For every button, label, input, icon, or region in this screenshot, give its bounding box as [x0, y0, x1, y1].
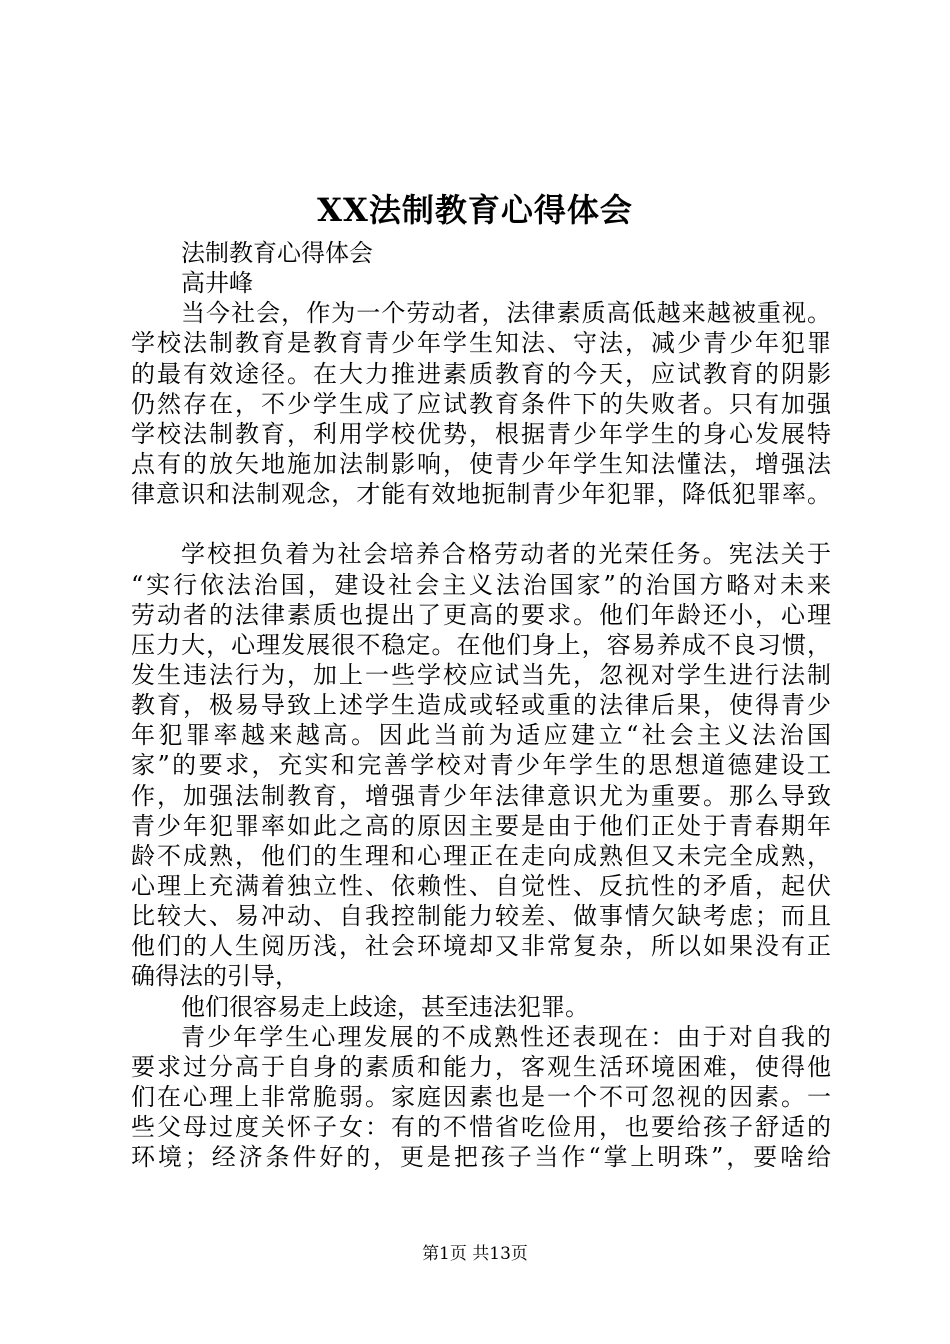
paragraph-line: 家”的要求，充实和完善学校对青少年学生的思想道德建设工: [131, 751, 831, 780]
paragraph: [131, 539, 831, 991]
paragraph-line: 作，加强法制教育，增强青少年法律意识尤为重要。那么导致: [131, 781, 831, 810]
paragraph-line: 当今社会，作为一个劳动者，法律素质高低越来越被重视。: [181, 299, 831, 328]
paragraph-line: 青少年学生心理发展的不成熟性还表现在：由于对自我的: [181, 1022, 831, 1051]
paragraph-line: 龄不成熟，他们的生理和心理正在走向成熟但又未完全成熟，: [131, 841, 831, 870]
paragraph-gap: [131, 509, 831, 539]
paragraph-line: 发生违法行为，加上一些学校应试当先，忽视对学生进行法制: [131, 660, 831, 689]
paragraph-line: 仍然存在，不少学生成了应试教育条件下的失败者。只有加强: [131, 389, 831, 418]
paragraph-line: 比较大、易冲动、自我控制能力较差、做事情欠缺考虑；而且: [131, 902, 831, 931]
document-author: 高井峰: [181, 269, 253, 298]
paragraph: [131, 992, 831, 1022]
document-body: [131, 238, 831, 1172]
paragraph-line: 学校法制教育，利用学校优势，根据青少年学生的身心发展特: [131, 419, 831, 448]
paragraph-line: 学校担负着为社会培养合格劳动者的光荣任务。宪法关于: [181, 540, 831, 569]
paragraph-line: 青少年犯罪率如此之高的原因主要是由于他们正处于青春期年: [131, 811, 831, 840]
paragraph-line: 们在心理上非常脆弱。家庭因素也是一个不可忽视的因素。一: [131, 1082, 831, 1111]
paragraph: [131, 298, 831, 509]
document-title: XX法制教育心得体会: [317, 191, 633, 229]
paragraph-line: “实行依法治国，建设社会主义法治国家”的治国方略对未来: [131, 570, 831, 599]
paragraph-line: 学校法制教育是教育青少年学生知法、守法，减少青少年犯罪: [131, 329, 831, 358]
paragraph-line: 年犯罪率越来越高。因此当前为适应建立“社会主义法治国: [131, 721, 831, 750]
paragraph-line: 要求过分高于自身的素质和能力，客观生活环境困难，使得他: [131, 1052, 831, 1081]
paragraph-line: 的最有效途径。在大力推进素质教育的今天，应试教育的阴影: [131, 359, 831, 388]
paragraph-line: 他们很容易走上歧途，甚至违法犯罪。: [181, 992, 589, 1021]
paragraph-line: 点有的放矢地施加法制影响，使青少年学生知法懂法，增强法: [131, 449, 831, 478]
paragraph-line: 环境；经济条件好的，更是把孩子当作“掌上明珠”，要啥给: [131, 1143, 831, 1172]
page-number: 第1页 共13页: [422, 1244, 528, 1264]
paragraph: [131, 1022, 831, 1173]
paragraph-line: 劳动者的法律素质也提出了更高的要求。他们年龄还小，心理: [131, 600, 831, 629]
paragraph-line: 律意识和法制观念，才能有效地扼制青少年犯罪，降低犯罪率。: [131, 480, 831, 509]
paragraph-line: 他们的人生阅历浅，社会环境却又非常复杂，所以如果没有正: [131, 932, 831, 961]
paragraph-line: 确得法的引导，: [131, 962, 299, 991]
paragraph-line: 心理上充满着独立性、依赖性、自觉性、反抗性的矛盾，起伏: [131, 871, 831, 900]
paragraph-line: 教育，极易导致上述学生造成或轻或重的法律后果，使得青少: [131, 691, 831, 720]
paragraph-line: 压力大，心理发展很不稳定。在他们身上，容易养成不良习惯，: [131, 630, 831, 659]
paragraph-line: 些父母过度关怀子女：有的不惜省吃俭用，也要给孩子舒适的: [131, 1113, 831, 1142]
document-subtitle: 法制教育心得体会: [181, 239, 373, 267]
